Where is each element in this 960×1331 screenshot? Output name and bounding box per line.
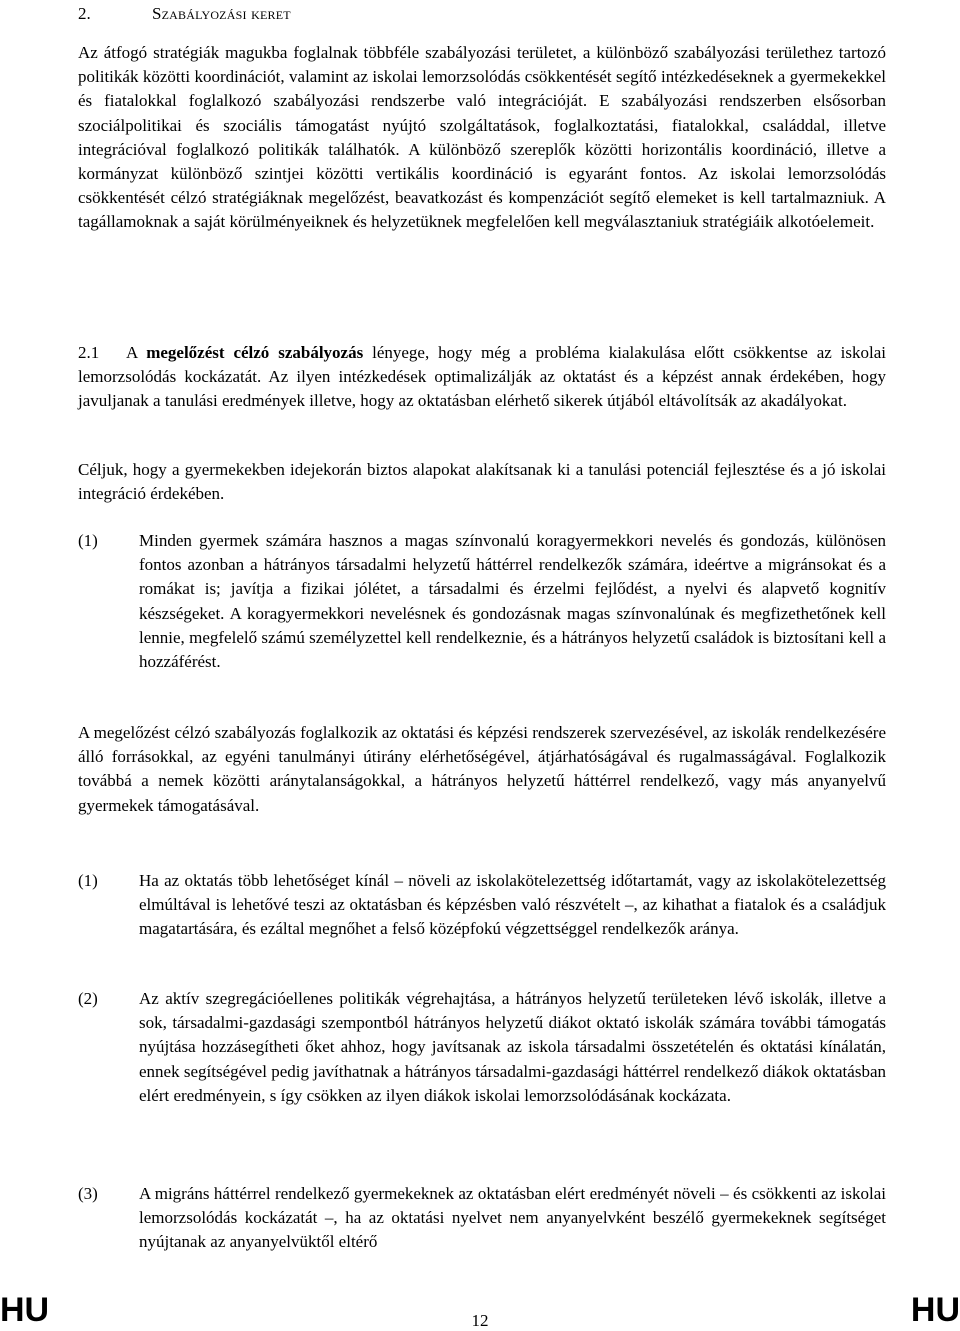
goal-paragraph: Céljuk, hogy a gyermekekben idejekorán biztos alapokat alakítsanak ki a tanulási potenciál fejlesztése és a jó iskolai integráció érdekében. (78, 460, 886, 504)
subsection-bold-term: megelőzést célzó szabályozás (146, 343, 364, 362)
list-item-text: A migráns háttérrel rendelkező gyermekeknek az oktatásban elért eredményét növeli – és csökkenti az iskolai lemorzsolódás kockázatát –, ha az oktatási nyelvet nem anyanyelvként beszélő gyermekeknek segítséget nyújtanak az anyanyelvüktől eltérő (139, 1184, 886, 1252)
page-number: 12 (471, 1311, 489, 1330)
list-item-number: (1) (78, 871, 98, 890)
section-number: 2. (78, 4, 91, 23)
list-item-number: (3) (78, 1184, 98, 1203)
list-item-number: (1) (78, 531, 98, 550)
list-item-number: (2) (78, 989, 98, 1008)
subsection-text: lényege, hogy még a probléma kialakulása előtt csökkentse az iskolai lemorzsolódás kockázatát. Az ilyen intézkedések optimalizálják az oktatást és a képzést annak érdekében, hogy javuljanak a tanulási eredmények illetve, hogy az oktatásban elérhető sikerek útjából eltávolítsák az akadályokat. (78, 343, 887, 411)
list-item (78, 869, 886, 942)
list-item (78, 987, 886, 1108)
subsection-paragraph (78, 341, 886, 414)
footer-language-right: HU (910, 1291, 960, 1329)
list-item (78, 1182, 886, 1255)
footer-language-left: HU (0, 1291, 50, 1329)
list-item (78, 529, 886, 674)
intro-paragraph: Az átfogó stratégiák magukba foglalnak többféle szabályozási területet, a különböző szabályozási területhez tartozó politikák közötti koordinációt, valamint az iskolai lemorzsolódás csökkentését segítő intézkedéseknek a gyermekekkel és fiatalokkal foglalkozó szabályozási rendszerbe való integrációját. E szabályozási rendszerben elsősorban szociálpolitikai és szociális támogatást nyújtó szolgáltatások, foglalkoztatási, fiatalokkal, családdal, illetve integrációval foglalkozó politikák találhatók. A különböző szereplők közötti horizontális koordináció, illetve a kormányzat különböző szintjei közötti vertikális koordináció is egyaránt fontos. Az iskolai lemorzsolódás csökkentését célzó stratégiáknak megelőzést, beavatkozást és kompenzációt segítő elemeket is kell tartalmazniuk. A tagállamoknak a saját körülményeiknek és helyzetüknek megfelelően kell megválasztaniuk stratégiáik alkotóelemeit. (78, 43, 886, 232)
list-item-text: Az aktív szegregációellenes politikák végrehajtása, a hátrányos helyzetű területeken lévő iskolák, illetve a sok, társadalmi-gazdasági szempontból hátrányos helyzetű diákot oktató iskolák számára további támogatás nyújtása hozzásegítheti őket ahhoz, hogy javítsanak az iskola társadalmi összetételén és oktatási kínálatán, ennek segítségével pedig javíthatnak a hátrányos társadalmi-gazdasági háttérrel rendelkező diákok oktatásban elért eredményein, s így csökken az ilyen diákok iskolai lemorzsolódásának kockázata. (139, 989, 886, 1105)
subsection-lead: A (125, 343, 138, 362)
middle-paragraph: A megelőzést célzó szabályozás foglalkozik az oktatási és képzési rendszerek szervezésével, az iskolák rendelkezésére álló forrásokkal, az egyéni tanulmányi útirány elérhetőségével, átjárhatóságával és rugalmasságával. Foglalkozik továbbá a nemek közötti aránytalanságokkal, a hátrányos helyzetű háttérrel rendelkező, vagy más anyanyelvű gyermekek támogatásával. (78, 723, 886, 815)
list-item-text: Minden gyermek számára hasznos a magas színvonalú koragyermekkori nevelés és gondozás, különösen fontos azonban a hátrányos társadalmi helyzetű háttérrel rendelkezők számára, ideértve a migránsokat és a romákat is; javítja a fizikai jólétet, a társadalmi és érzelmi fejlődést, a nyelvi és alapvető kognitív készségeket. A koragyermekkori nevelésnek és gondozásnak magas színvonalúnak és megfizethetőnek kell lennie, megfelelő számú személyzettel kell rendelkeznie, és a hátrányos helyzetű családok is biztosítani kell a hozzáférést. (139, 531, 886, 672)
section-title: Szabályozási keret (152, 4, 291, 23)
subsection-number: 2.1 (78, 343, 100, 362)
section-heading (78, 4, 291, 24)
list-item-text: Ha az oktatás több lehetőséget kínál – növeli az iskolakötelezettség időtartamát, vagy az iskolakötelezettség elmúltával is lehetővé teszi az oktatásban és képzésben való részvételt –, az kihathat a fiatalok és a családjuk magatartására, és ezáltal megnőhet a felső középfokú végzettséggel rendelkezők aránya. (139, 871, 886, 939)
